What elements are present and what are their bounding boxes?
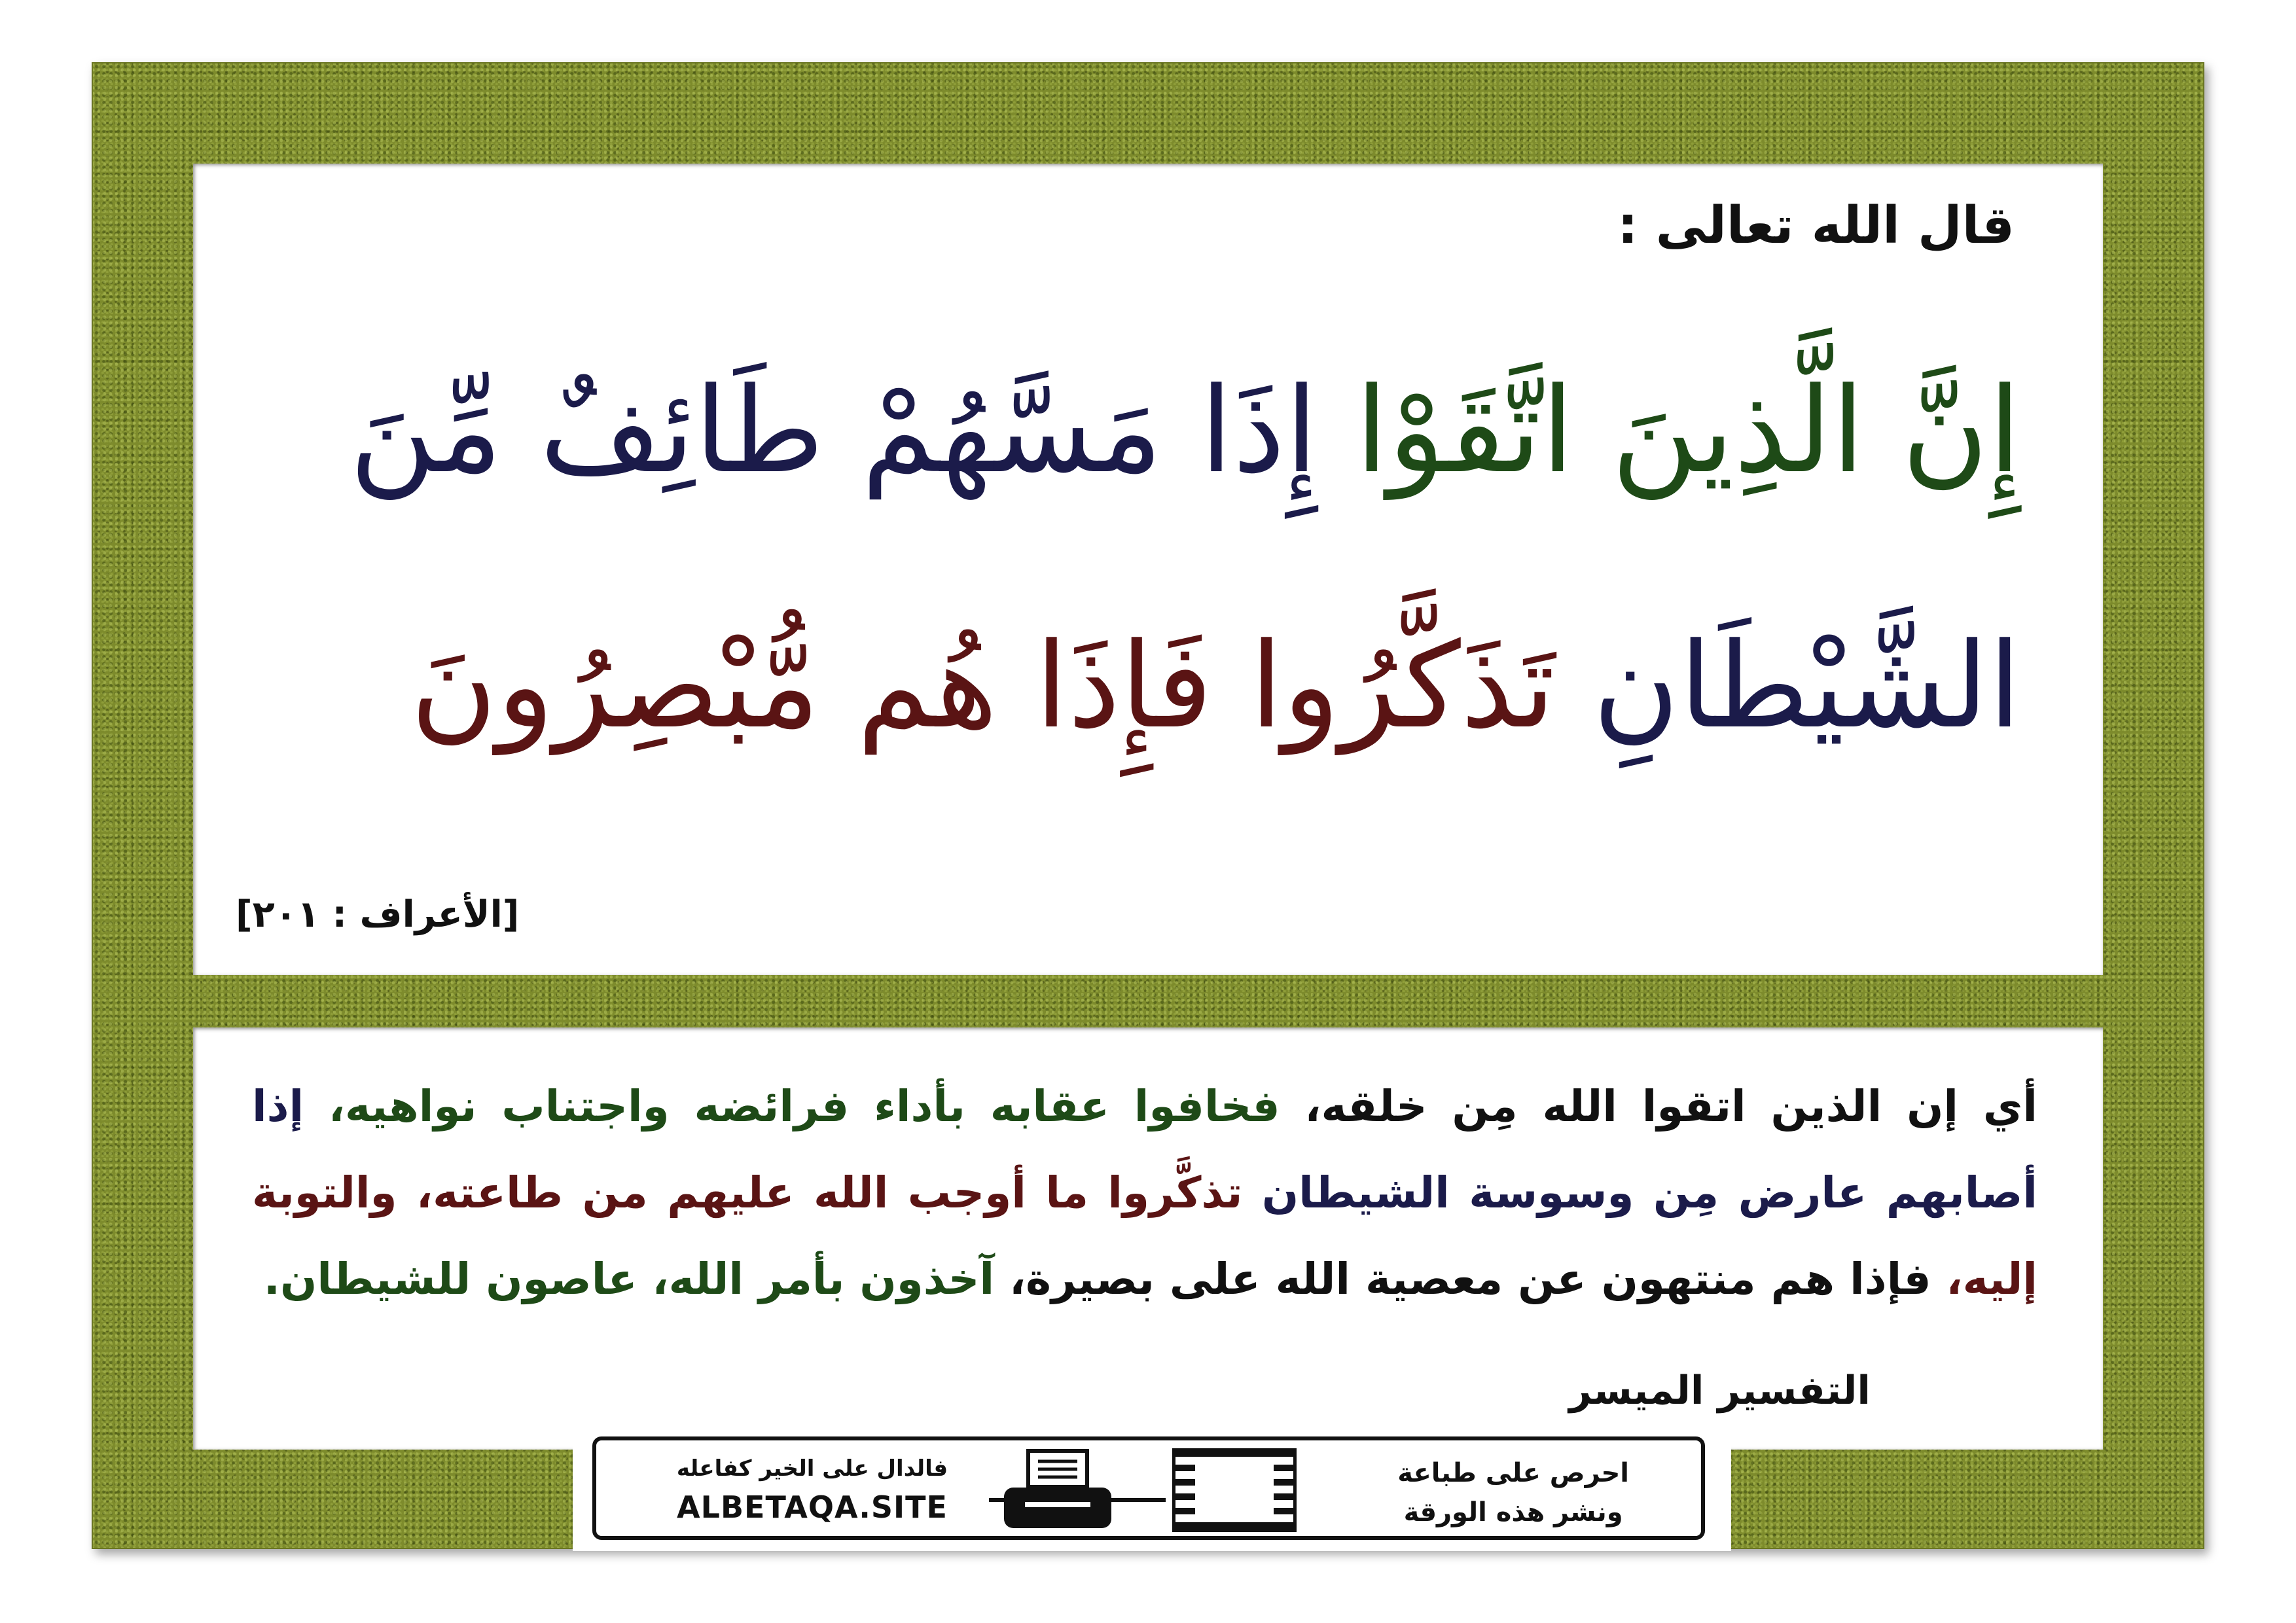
verse-segment: إِذَا مَسَّهُمْ طَائِفٌ مِّنَ xyxy=(349,363,1318,499)
footer-print-line: ونشر هذه الورقة xyxy=(1403,1497,1623,1527)
dawah-paper-logo-icon xyxy=(1172,1448,1297,1532)
verse-line-1 xyxy=(262,363,2021,499)
tafsir-source: التفسير الميسر xyxy=(1569,1368,1871,1414)
footer-site-block xyxy=(655,1454,969,1530)
footer-print-line: احرص على طباعة xyxy=(1397,1458,1629,1488)
footer-bar xyxy=(592,1436,1705,1540)
footer-proverb: فالدال على الخير كفاعله xyxy=(676,1455,948,1482)
verse-segment: إِنَّ الَّذِينَ اتَّقَوْا xyxy=(1355,363,2021,499)
verse-intro: قال الله تعالى : xyxy=(1617,196,2015,255)
tafsir-segment: آخذون بأمر الله، عاصون للشيطان. xyxy=(263,1254,995,1304)
tafsir-text xyxy=(252,1063,2037,1323)
tafsir-segment: أي إن الذين اتقوا الله مِن خلقه، xyxy=(1280,1081,2037,1132)
printer-icon xyxy=(999,1448,1117,1533)
verse-line-2 xyxy=(262,618,2021,755)
tafsir-segment: تذكَّروا ما أوجب الله عليهم من طاعته، والتوبة إليه، xyxy=(252,1168,2037,1304)
verse-segment: الشَّيْطَانِ xyxy=(1592,618,2021,755)
verse-reference: [الأعراف : ٢٠١] xyxy=(236,893,520,936)
verse-panel xyxy=(193,164,2103,975)
tafsir-segment: فخافوا عقابه بأداء فرائضه واجتناب نواهيه، xyxy=(304,1081,1280,1132)
footer-site-link[interactable]: ALBETAQA.SITE xyxy=(677,1489,948,1525)
tafsir-segment: فإذا هم منتهون عن معصية الله على بصيرة، xyxy=(994,1254,1931,1304)
tafsir-segment: إذا أصابهم عارض مِن وسوسة الشيطان xyxy=(252,1081,2037,1218)
footer-print-note xyxy=(1397,1454,1629,1532)
verse-segment: تَذَكَّرُوا فَإِذَا هُم مُّبْصِرُونَ xyxy=(410,618,1556,755)
